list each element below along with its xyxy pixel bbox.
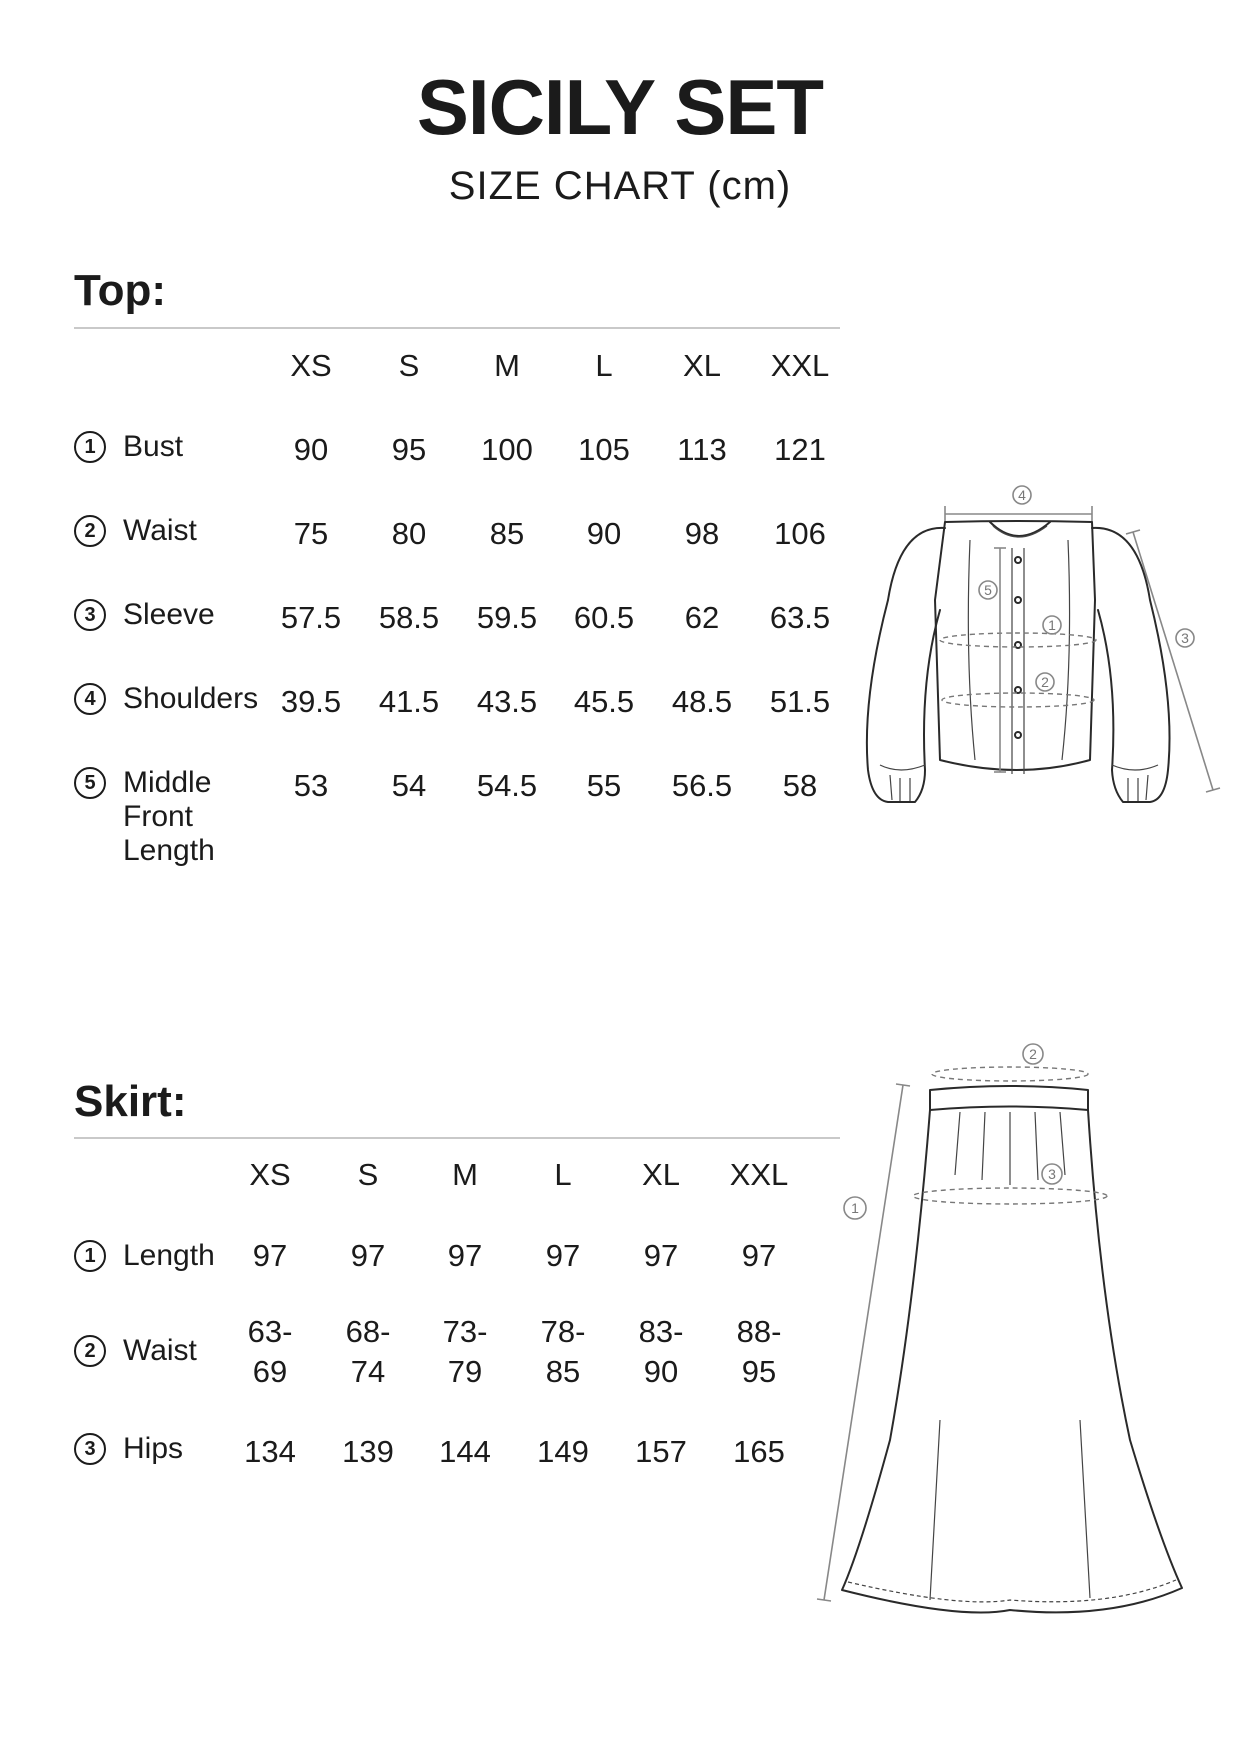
skirt-row-label-2	[74, 1334, 197, 1368]
top-cell-3-xs: 57.5	[280, 600, 342, 635]
top-cell-3-m: 59.5	[476, 600, 538, 635]
top-divider	[74, 327, 840, 329]
skirt-cell-1-s: 97	[350, 1238, 386, 1273]
skirt-row-name-3: Hips	[123, 1432, 184, 1465]
top-cell-5-xs: 53	[293, 768, 329, 803]
skirt-row-number-2: 2	[74, 1335, 106, 1367]
skirt-cell-2-l: 78- 85	[540, 1314, 586, 1389]
top-cell-3-xxl: 63.5	[769, 600, 831, 635]
skirt-marker-1-label: 1	[851, 1200, 859, 1216]
skirt-cell-1-xs: 97	[252, 1238, 288, 1273]
skirt-row-name-2: Waist	[123, 1334, 197, 1367]
top-row-name-1: Bust	[123, 430, 184, 463]
skirt-cell-3-xxl: 165	[733, 1434, 785, 1469]
top-size-header-xxl: XXL	[770, 348, 830, 383]
top-cell-1-m: 100	[481, 432, 533, 467]
skirt-cell-3-m: 144	[439, 1434, 491, 1469]
top-cell-1-s: 95	[391, 432, 427, 467]
skirt-size-header-m: M	[452, 1157, 478, 1192]
top-row-label-3	[74, 598, 215, 632]
skirt-marker-3-label: 3	[1048, 1166, 1056, 1182]
top-row-label-4	[74, 682, 258, 716]
skirt-diagram	[820, 1030, 1220, 1620]
top-cell-2-m: 85	[489, 516, 525, 551]
skirt-row-label-1	[74, 1239, 215, 1273]
top-marker-2-label: 2	[1041, 674, 1049, 690]
skirt-cell-1-m: 97	[447, 1238, 483, 1273]
top-row-name-3: Sleeve	[123, 598, 215, 631]
skirt-cell-1-xl: 97	[643, 1238, 679, 1273]
top-size-header-xs: XS	[290, 348, 332, 383]
top-cell-2-xs: 75	[293, 516, 329, 551]
skirt-row-name-1: Length	[123, 1239, 215, 1272]
top-row-name-2: Waist	[123, 514, 197, 547]
top-section-title: Top:	[74, 266, 167, 315]
top-size-header-l: L	[595, 348, 613, 383]
top-marker-4-label: 4	[1018, 487, 1026, 503]
skirt-cell-2-xl: 83- 90	[638, 1314, 684, 1389]
top-cell-1-xxl: 121	[774, 432, 826, 467]
top-cell-4-m: 43.5	[476, 684, 538, 719]
top-marker-5-label: 5	[984, 582, 992, 598]
top-size-header-xl: XL	[683, 348, 721, 383]
top-cell-4-l: 45.5	[573, 684, 635, 719]
top-row-number-2: 2	[74, 515, 106, 547]
top-cell-4-xl: 48.5	[671, 684, 733, 719]
top-cell-3-s: 58.5	[378, 600, 440, 635]
skirt-cell-1-xxl: 97	[741, 1238, 777, 1273]
skirt-cell-2-m: 73- 79	[442, 1314, 488, 1389]
top-size-header-m: M	[494, 348, 520, 383]
skirt-cell-3-xs: 134	[244, 1434, 296, 1469]
top-cell-3-xl: 62	[684, 600, 720, 635]
skirt-cell-2-xxl: 88- 95	[736, 1314, 782, 1389]
skirt-size-header-s: S	[357, 1157, 379, 1192]
top-size-header-s: S	[398, 348, 420, 383]
top-row-name-5: Middle Front Length	[123, 766, 215, 867]
top-cell-2-s: 80	[391, 516, 427, 551]
top-cell-5-l: 55	[586, 768, 622, 803]
top-row-label-2	[74, 514, 197, 548]
top-row-number-4: 4	[74, 683, 106, 715]
top-cell-1-l: 105	[578, 432, 630, 467]
top-row-label-1	[74, 430, 183, 464]
page-title: SICILY SET	[416, 63, 824, 151]
skirt-size-header-xxl: XXL	[729, 1157, 789, 1192]
page-subtitle: SIZE CHART (cm)	[448, 164, 792, 208]
top-row-name-4: Shoulders	[123, 682, 259, 715]
skirt-section-title: Skirt:	[74, 1077, 187, 1126]
skirt-size-header-xl: XL	[642, 1157, 680, 1192]
top-marker-3-label: 3	[1181, 630, 1189, 646]
skirt-row-number-3: 3	[74, 1433, 106, 1465]
skirt-size-header-xs: XS	[249, 1157, 291, 1192]
top-cell-5-s: 54	[391, 768, 427, 803]
skirt-cell-3-l: 149	[537, 1434, 589, 1469]
top-cell-2-xl: 98	[684, 516, 720, 551]
skirt-marker-2-label: 2	[1029, 1046, 1037, 1062]
skirt-divider	[74, 1137, 840, 1139]
top-cell-5-xl: 56.5	[671, 768, 733, 803]
skirt-cell-2-xs: 63- 69	[247, 1314, 293, 1389]
top-cell-2-xxl: 106	[774, 516, 826, 551]
skirt-row-label-3	[74, 1432, 183, 1466]
top-cell-1-xl: 113	[677, 432, 727, 467]
top-row-number-3: 3	[74, 599, 106, 631]
skirt-row-number-1: 1	[74, 1240, 106, 1272]
skirt-cell-3-s: 139	[342, 1434, 394, 1469]
top-diagram	[855, 480, 1225, 820]
top-marker-1-label: 1	[1048, 617, 1056, 633]
top-row-number-5: 5	[74, 767, 106, 799]
top-cell-3-l: 60.5	[573, 600, 635, 635]
top-cell-2-l: 90	[586, 516, 622, 551]
top-cell-5-m: 54.5	[476, 768, 538, 803]
top-cell-4-s: 41.5	[378, 684, 440, 719]
top-cell-4-xs: 39.5	[280, 684, 342, 719]
top-cell-5-xxl: 58	[782, 768, 818, 803]
top-row-number-1: 1	[74, 431, 106, 463]
top-cell-4-xxl: 51.5	[769, 684, 831, 719]
skirt-cell-3-xl: 157	[635, 1434, 687, 1469]
skirt-cell-1-l: 97	[545, 1238, 581, 1273]
top-cell-1-xs: 90	[293, 432, 329, 467]
skirt-cell-2-s: 68- 74	[345, 1314, 391, 1389]
skirt-size-header-l: L	[554, 1157, 572, 1192]
